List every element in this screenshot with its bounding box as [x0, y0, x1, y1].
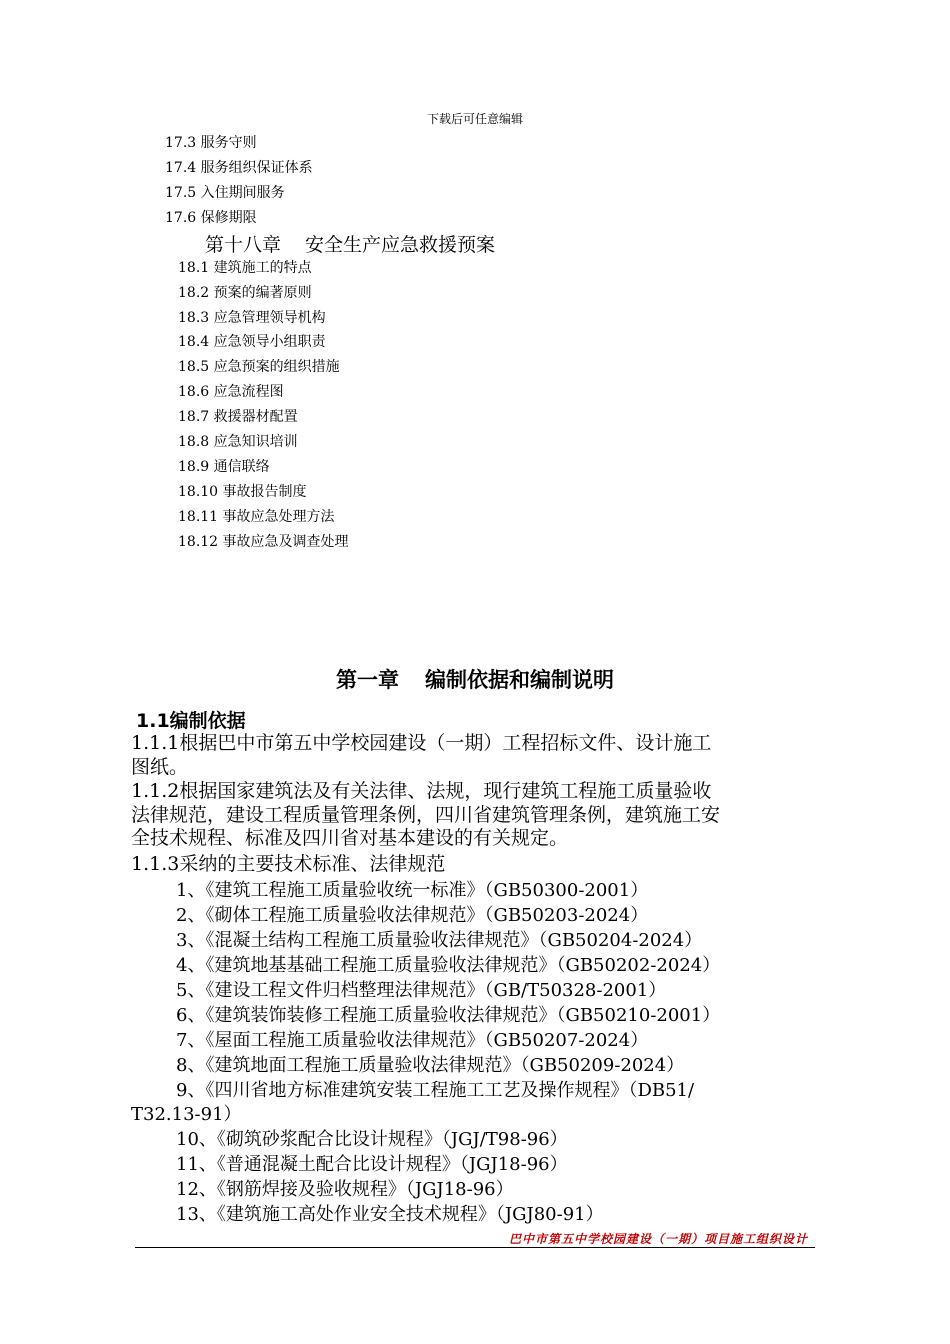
header-note: 下载后可任意编辑	[426, 112, 523, 126]
standard-item: 8、《建筑地面工程施工质量验收法律规范》（GB50209-2024）	[176, 1055, 685, 1076]
toc-item: 18.8 应急知识培训	[178, 434, 298, 450]
toc-item: 17.3 服务守则	[165, 135, 257, 151]
toc-chapter-text: 安全生产应急救援预案	[305, 234, 496, 256]
standard-item: 9、《四川省地方标准建筑安装工程施工工艺及操作规程》（DB51/	[176, 1080, 695, 1101]
toc-item: 18.3 应急管理领导机构	[178, 310, 326, 326]
footer-note: 巴中市第五中学校园建设（一期）项目施工组织设计	[508, 1232, 808, 1246]
paragraph-line: 法律规范，建设工程质量管理条例，四川省建筑管理条例，建筑施工安	[131, 803, 721, 826]
paragraph-line: 图纸。	[131, 755, 189, 778]
toc-chapter-title	[205, 230, 495, 257]
paragraph-line: 1.1.2根据国家建筑法及有关法律、法规，现行建筑工程施工质量验收	[131, 780, 712, 802]
toc-item: 17.6 保修期限	[165, 210, 257, 226]
toc-chapter-number: 第十八章	[205, 234, 282, 256]
toc-item: 18.7 救援器材配置	[178, 409, 298, 425]
toc-item: 18.6 应急流程图	[178, 384, 284, 400]
chapter-title	[0, 664, 950, 694]
section-heading: 1.1编制依据	[136, 710, 246, 732]
standard-item: 7、《屋面工程施工质量验收法律规范》（GB50207-2024）	[176, 1030, 649, 1051]
toc-item: 18.10 事故报告制度	[178, 484, 307, 500]
toc-item: 17.5 入住期间服务	[165, 185, 285, 201]
paragraph-line: 全技术规程、标准及四川省对基本建设的有关规定。	[131, 827, 569, 849]
standard-item: 11、《普通混凝土配合比设计规程》（JGJ18-96）	[176, 1154, 568, 1175]
chapter-number: 第一章	[336, 668, 399, 692]
toc-item: 18.4 应急领导小组职责	[178, 334, 326, 350]
standard-item: 12、《钢筋焊接及验收规程》（JGJ18-96）	[176, 1179, 514, 1200]
standard-item: 6、《建筑装饰装修工程施工质量验收法律规范》（GB50210-2001）	[176, 1005, 721, 1026]
standard-item: T32.13-91）	[131, 1104, 242, 1125]
standard-item: 1、《建筑工程施工质量验收统一标准》（GB50300-2001）	[176, 880, 649, 901]
paragraph-line: 1.1.3采纳的主要技术标准、法律规范	[131, 853, 446, 875]
standard-item: 2、《砌体工程施工质量验收法律规范》（GB50203-2024）	[176, 905, 649, 926]
toc-item: 18.1 建筑施工的特点	[178, 260, 312, 276]
toc-item: 18.9 通信联络	[178, 459, 270, 475]
paragraph-line: 1.1.1根据巴中市第五中学校园建设（一期）工程招标文件、设计施工	[131, 732, 712, 754]
toc-item: 18.2 预案的编著原则	[178, 285, 312, 301]
standard-item: 3、《混凝土结构工程施工质量验收法律规范》（GB50204-2024）	[176, 930, 703, 951]
standard-item: 5、《建设工程文件归档整理法律规范》（GB/T50328-2001）	[176, 980, 667, 1001]
paragraph-1-1-2	[131, 780, 841, 851]
toc-item: 18.11 事故应急处理方法	[178, 509, 335, 525]
standard-item: 13、《建筑施工高处作业安全技术规程》（JGJ80-91）	[176, 1204, 604, 1225]
paragraph-1-1-1	[131, 732, 841, 779]
chapter-text: 编制依据和编制说明	[425, 668, 614, 692]
toc-item: 18.5 应急预案的组织措施	[178, 359, 340, 375]
paragraph-1-1-3	[131, 853, 841, 877]
footer-divider	[135, 1247, 815, 1248]
toc-item: 18.12 事故应急及调查处理	[178, 534, 349, 550]
standard-item: 10、《砌筑砂浆配合比设计规程》（JGJ/T98-96）	[176, 1129, 568, 1150]
toc-item: 17.4 服务组织保证体系	[165, 160, 313, 176]
standard-item: 4、《建筑地基基础工程施工质量验收法律规范》（GB50202-2024）	[176, 955, 721, 976]
